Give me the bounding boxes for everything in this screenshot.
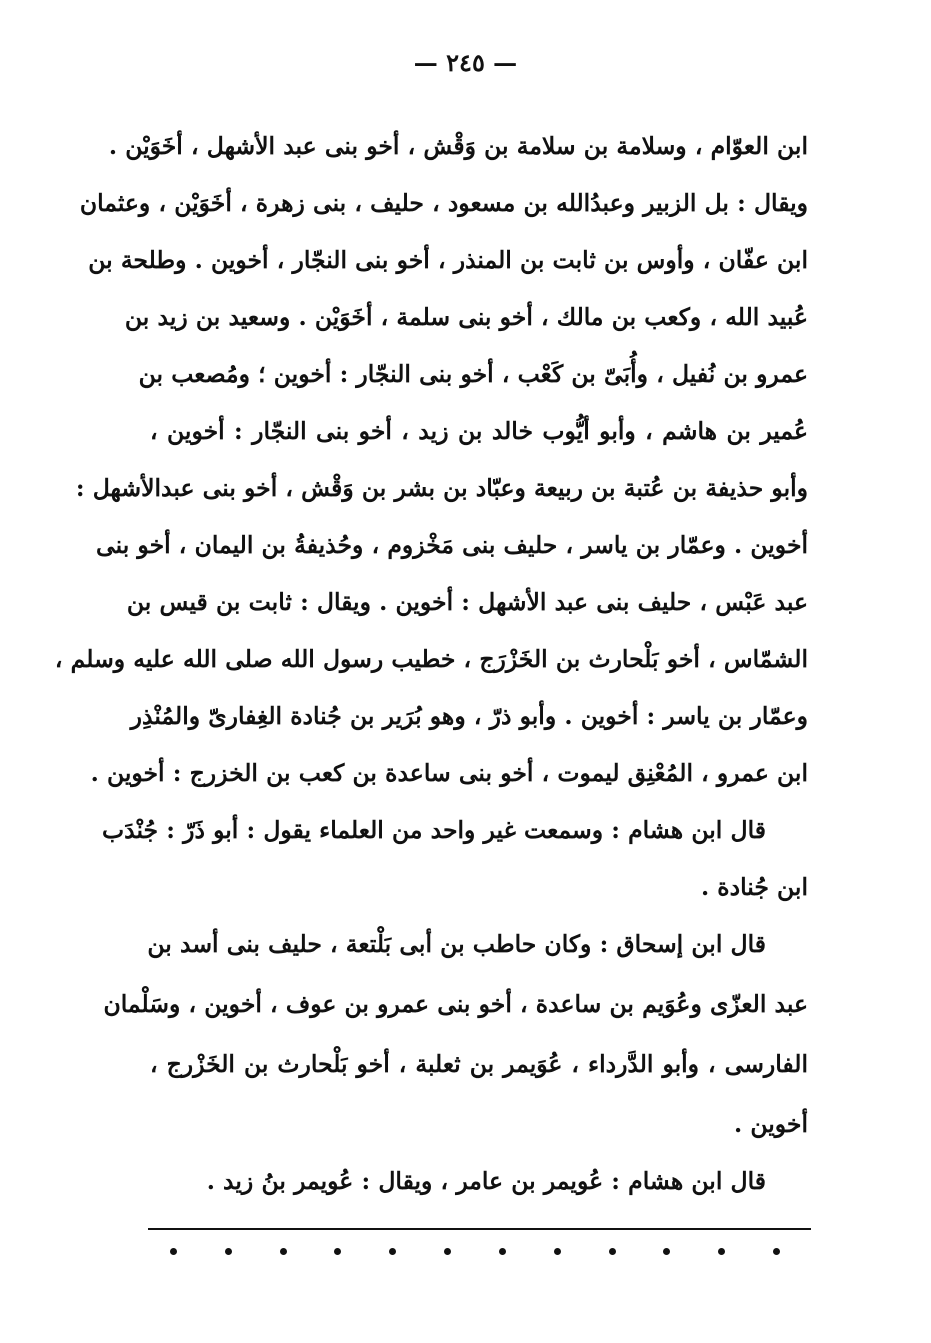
dot-ornament [225, 1248, 232, 1255]
text-line: ابن عمرو ، المُعْنِق ليموت ، أخو بنى ساعدة بن كعب بن الخزرج : أخوين . [90, 759, 808, 787]
dot-ornament [554, 1248, 561, 1255]
dot-ornament [280, 1248, 287, 1255]
text-line: عبد العزّى وعُوَيم بن ساعدة ، أخو بنى عمرو بن عوف ، أخوين ، وسَلْمان [103, 990, 808, 1018]
text-line: وعمّار بن ياسر : أخوين . وأبو ذرّ ، وهو بُرَير بن جُنادة الغِفارىّ والمُنْذِر [130, 702, 808, 730]
dot-ornament [609, 1248, 616, 1255]
text-line: قال ابن إسحاق : وكان حاطب بن أبى بَلْتعة ، حليف بنى أسد بن [147, 930, 766, 958]
text-line: ابن عفّان ، وأوس بن ثابت بن المنذر ، أخو بنى النجّار ، أخوين . وطلحة بن [88, 246, 808, 274]
dot-ornament [718, 1248, 725, 1255]
paragraph-brotherhood-list [54, 118, 808, 916]
text-line: أخوين . وعمّار بن ياسر ، حليف بنى مَخْزوم ، وحُذيفةُ بن اليمان ، أخو بنى [96, 531, 808, 559]
text-line: قال ابن هشام : عُويمر بن عامر ، ويقال : عُويمر بنُ زيد . [206, 1167, 766, 1195]
text-line: عُبيد الله ، وكعب بن مالك ، أخو بنى سلمة ، أخَوَيْن . وسعيد بن زيد بن [124, 303, 808, 331]
footer-rule [148, 1228, 811, 1230]
page-number: — ٢٤٥ — [413, 48, 518, 77]
text-line: الشمّاس ، أخو بَلْحارث بن الخَزْرَج ، خطيب رسول الله صلى الله عليه وسلم ، [54, 645, 808, 673]
footer-dots [170, 1248, 780, 1255]
dot-ornament [389, 1248, 396, 1255]
dot-ornament [334, 1248, 341, 1255]
dot-ornament [773, 1248, 780, 1255]
dot-ornament [170, 1248, 177, 1255]
text-line: عبد عَبْس ، حليف بنى عبد الأشهل : أخوين . ويقال : ثابت بن قيس بن [126, 588, 808, 616]
text-line: ويقال : بل الزبير وعبدُالله بن مسعود ، حليف ، بنى زهرة ، أخَوَيْن ، وعثمان [79, 189, 808, 217]
text-line: الفارسى ، وأبو الدَّرداء ، عُوَيمر بن ثعلبة ، أخو بَلْحارث بن الخَزْرج ، [150, 1050, 808, 1078]
paragraph-ibn-ishaq [103, 914, 808, 1154]
text-line: عمرو بن نُفيل ، وأُبَىّ بن كَعْب ، أخو بنى النجّار : أخوين ؛ ومُصعب بن [138, 360, 808, 388]
paragraph-ibn-hisham-note [150, 1153, 808, 1210]
text-line: وأبو حذيفة بن عُتبة بن ربيعة وعبّاد بن بشر بن وَقْش ، أخو بنى عبدالأشهل : [75, 474, 808, 502]
text-line: قال ابن هشام : وسمعت غير واحد من العلماء يقول : أبو ذَرّ : جُنْدَب [101, 816, 766, 844]
dot-ornament [444, 1248, 451, 1255]
dot-ornament [499, 1248, 506, 1255]
text-line: عُمير بن هاشم ، وأبو أيُّوب خالد بن زيد ، أخو بنى النجّار : أخوين ، [150, 417, 808, 445]
text-line: ابن جُنادة . [700, 873, 808, 901]
text-line: أخوين . [734, 1110, 808, 1138]
text-line: ابن العوّام ، وسلامة بن سلامة بن وَقْش ، أخو بنى عبد الأشهل ، أخَوَيْن . [108, 132, 808, 160]
dot-ornament [663, 1248, 670, 1255]
